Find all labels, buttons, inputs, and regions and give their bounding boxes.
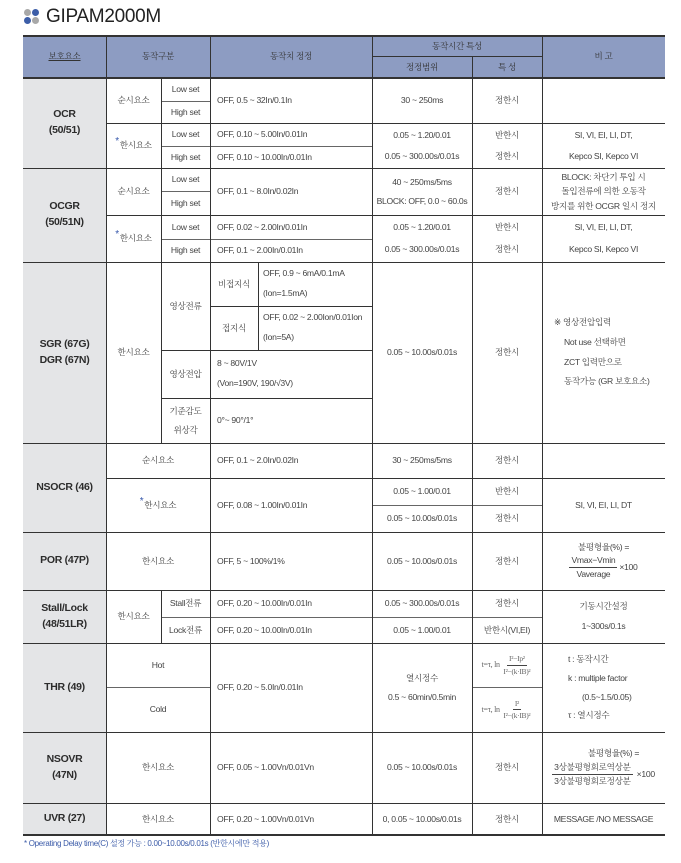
sgr-zero-voltage-value: 8 ~ 80V/1V (Von=190V, 190/√3V) <box>217 358 293 388</box>
stall-char: 정한시 <box>494 598 519 609</box>
stall-current-label: Stall전류 <box>169 598 202 609</box>
lock-pickup: OFF, 0.20 ~ 10.00In/0.01In <box>217 624 312 635</box>
ocr-inst-range: 30 ~ 250ms <box>400 95 444 106</box>
ocgr-delay-remarks: SI, VI, EI, LI, DT, Kepco SI, Kepco VI <box>568 222 639 254</box>
ocgr-inst-low: Low set <box>171 174 200 185</box>
row-name-por: POR (47P) <box>23 532 106 590</box>
sgr-grounded: 접지식 <box>221 322 246 333</box>
sgr-ungrounded: 비접지식 <box>217 278 250 289</box>
ocgr-delay-char: 반한시 정한시 <box>494 222 519 254</box>
nsocr-delay-range1: 0.05 ~ 1.00/0.01 <box>393 486 451 497</box>
uvr-char: 정한시 <box>494 813 519 824</box>
nsovr-range: 0.05 ~ 10.00s/0.01s <box>386 762 458 773</box>
ocgr-delay-high: High set <box>170 245 201 256</box>
nsocr-delay-range2: 0.05 ~ 10.00s/0.01s <box>386 513 458 524</box>
nsocr-inst-range: 30 ~ 250ms/5ms <box>392 455 452 466</box>
uvr-label: 한시요소 <box>141 813 174 824</box>
ocgr-inst-range: 40 ~ 250ms/5ms BLOCK: OFF, 0.0 ~ 60.0s <box>376 177 468 206</box>
row-name-nsocr: NSOCR (46) <box>23 443 106 532</box>
header-operation-type: 동작구분 <box>106 35 210 78</box>
row-name-ocgr: OCGR (50/51N) <box>23 168 106 262</box>
ocr-delay-remarks: SI, VI, EI, LI, DT, Kepco SI, Kepco VI <box>568 129 639 161</box>
nsovr-remarks: 불평형율(%) = $\frac{\text{3상불평형회로역상분}}{\text{3상불평형회로정상분}}$ ×100 <box>554 748 655 786</box>
sgr-char: 정한시 <box>494 347 519 358</box>
thr-cold: Cold <box>149 704 167 715</box>
header-protection: 보호요소 <box>23 35 106 78</box>
por-pickup: OFF, 5 ~ 100%/1% <box>217 555 285 566</box>
row-name-nsovr: NSOVR (47N) <box>23 732 106 803</box>
sgr-grounded-value: OFF, 0.02 ~ 2.00Ion/0.01Ion (Ion=5A) <box>263 312 363 342</box>
lock-range: 0.05 ~ 1.00/0.01 <box>393 624 451 635</box>
ocr-delay-high: High set <box>170 151 201 162</box>
uvr-pickup: OFF, 0.20 ~ 1.00Vn/0.01Vn <box>217 813 314 824</box>
header-pickup-setting: 동작치 정정 <box>210 35 372 78</box>
ocgr-delay-label: *한시요소 <box>115 229 152 244</box>
ocr-inst-label: 순시요소 <box>117 95 150 106</box>
lock-char: 반한시(VI,EI) <box>483 624 531 635</box>
sgr-zero-voltage: 영상전압 <box>169 368 202 379</box>
ocr-inst-char: 정한시 <box>494 95 519 106</box>
title-text: GIPAM2000M <box>46 6 161 27</box>
stall-remarks: 기동시간설정 1~300s/0.1s <box>579 600 628 631</box>
sgr-ungrounded-value: OFF, 0.9 ~ 6mA/0.1mA (Ion=1.5mA) <box>263 268 345 298</box>
thr-hot: Hot <box>151 659 165 670</box>
sgr-range: 0.05 ~ 10.00s/0.01s <box>386 347 458 358</box>
ocr-delay-label: *한시요소 <box>115 136 152 151</box>
ocgr-delay-pickup-high: OFF, 0.1 ~ 2.00In/0.01In <box>217 245 303 256</box>
ocr-delay-pickup-high: OFF, 0.10 ~ 10.00In/0.01In <box>217 151 312 162</box>
ocgr-delay-range: 0.05 ~ 1.20/0.01 0.05 ~ 300.00s/0.01s <box>384 222 460 254</box>
por-remarks: 불평형율(%) = $\frac{Vmax-Vmin}{\text{Vaverage}}$ ×100 <box>571 541 638 580</box>
footnote: * Operating Delay time(C) 설정 가능 : 0.00~10.00s/0.01s (반한시에만 적용) <box>24 839 269 848</box>
thr-formula-cold: t=τ, ln $\frac{\text{I²}}{\text{I²−(k·IB)²}}$ <box>481 698 531 720</box>
page-title <box>24 5 161 29</box>
lock-current-label: Lock전류 <box>169 624 202 635</box>
header-characteristic: 특 성 <box>472 57 542 78</box>
thr-remarks: t : 동작시간 k : multiple factor (0.5~1.5/0.05) τ : 열시정수 <box>568 653 632 721</box>
nsocr-delay-pickup: OFF, 0.08 ~ 1.00In/0.01In <box>217 499 308 510</box>
stall-range: 0.05 ~ 300.00s/0.01s <box>384 598 460 609</box>
header-time-characteristic: 동작시간 특성 <box>372 35 542 57</box>
stall-label: 한시요소 <box>117 611 150 622</box>
logo-icon <box>24 9 40 25</box>
ocr-delay-pickup-low: OFF, 0.10 ~ 5.00In/0.01In <box>217 129 308 140</box>
sgr-remarks: ※ 영상전압입력 Not use 선택하면 ZCT 입력만으로 동작가능 (GR 보호요소) <box>554 316 650 387</box>
thr-pickup: OFF, 0.20 ~ 5.0In/0.01In <box>217 682 303 693</box>
ocr-delay-low: Low set <box>171 129 200 140</box>
ocr-delay-char: 반한시 정한시 <box>494 129 519 161</box>
por-label: 한시요소 <box>141 555 174 566</box>
por-range: 0.05 ~ 10.00s/0.01s <box>386 555 458 566</box>
ocgr-inst-high: High set <box>170 197 201 208</box>
row-name-sgr: SGR (67G) DGR (67N) <box>23 262 106 443</box>
ocgr-inst-pickup: OFF, 0.1 ~ 8.0In/0.02In <box>217 186 299 197</box>
ocgr-inst-remarks: BLOCK: 차단기 투입 시 돌입전류에 의한 오동작 방지를 위한 OCGR 일시 정지 <box>551 172 656 211</box>
ocgr-inst-label: 순시요소 <box>117 186 150 197</box>
nsocr-inst-label: 순시요소 <box>141 455 174 466</box>
stall-pickup: OFF, 0.20 ~ 10.00In/0.01In <box>217 598 312 609</box>
header-remarks: 비 고 <box>542 35 665 78</box>
ocr-inst-high: High set <box>170 106 201 117</box>
thr-range: 열시정수 0.5 ~ 60min/0.5min <box>388 673 456 702</box>
ocr-delay-range: 0.05 ~ 1.20/0.01 0.05 ~ 300.00s/0.01s <box>384 129 460 161</box>
nsocr-inst-pickup: OFF, 0.1 ~ 2.0In/0.02In <box>217 455 299 466</box>
sgr-zero-current: 영상전류 <box>169 300 202 311</box>
nsovr-pickup: OFF, 0.05 ~ 1.00Vn/0.01Vn <box>217 762 314 773</box>
sgr-ref-angle-value: 0°~ 90°/1° <box>217 415 254 426</box>
row-name-thr: THR (49) <box>23 643 106 732</box>
row-name-uvr: UVR (27) <box>23 803 106 835</box>
ocgr-delay-pickup-low: OFF, 0.02 ~ 2.00In/0.01In <box>217 221 308 232</box>
ocgr-inst-char: 정한시 <box>494 186 519 197</box>
thr-formula-hot: t=τ, ln $\frac{\text{I²−Ip²}}{\text{I²−(k·IB)²}}$ <box>481 654 531 676</box>
row-name-ocr: OCR (50/51) <box>23 78 106 168</box>
por-char: 정한시 <box>494 555 519 566</box>
nsocr-inst-char: 정한시 <box>494 455 519 466</box>
ocr-inst-pickup: OFF, 0.5 ~ 32In/0.1In <box>217 95 292 106</box>
nsocr-delay-remarks: SI, VI, EI, LI, DT <box>575 499 632 510</box>
row-name-stall: Stall/Lock (48/51LR) <box>23 590 106 643</box>
nsocr-delay-label: *한시요소 <box>139 495 177 510</box>
ocgr-delay-low: Low set <box>171 221 200 232</box>
uvr-range: 0, 0.05 ~ 10.00s/0.01s <box>382 813 462 824</box>
uvr-remarks: MESSAGE /NO MESSAGE <box>553 813 654 824</box>
nsocr-delay-char2: 정한시 <box>494 513 519 524</box>
nsovr-char: 정한시 <box>494 762 519 773</box>
sgr-ref-angle: 기준감도 위상각 <box>169 406 202 435</box>
nsocr-delay-char1: 반한시 <box>494 486 519 497</box>
ocr-inst-low: Low set <box>171 84 200 95</box>
nsovr-label: 한시요소 <box>141 762 174 773</box>
header-setting-range: 정정범위 <box>372 57 472 78</box>
sgr-label: 한시요소 <box>117 347 150 358</box>
